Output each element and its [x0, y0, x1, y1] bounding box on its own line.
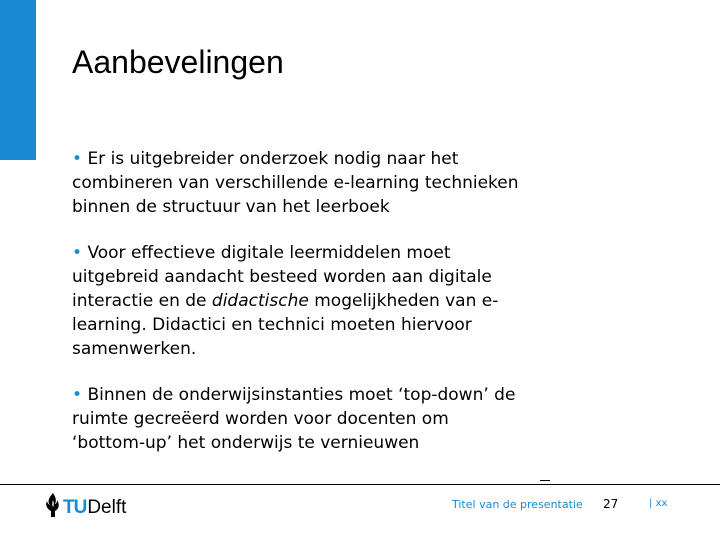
slide-title: Aanbevelingen: [72, 44, 284, 80]
accent-bar: [0, 0, 36, 160]
page-total-value: xx: [655, 498, 668, 509]
bullet-item-2: [72, 241, 522, 361]
bullet-text: mogelijkheden van e-learning. Didactici en technici moeten hiervoor samenwerken.: [72, 291, 499, 359]
logo-tu-text: TU: [63, 497, 87, 518]
footer-divider: [0, 484, 720, 485]
logo-delft-text: Delft: [87, 497, 127, 518]
tudelft-logo: [44, 490, 126, 518]
bullet-item-1: [72, 147, 522, 219]
presentation-title: Titel van de presentatie: [452, 498, 583, 511]
bullet-text: Er is uitgebreider onderzoek nodig naar het combineren van verschillende e-learning technieken binnen de structuur van het leerboek: [72, 149, 519, 217]
page-number: 27: [603, 497, 619, 511]
bullet-item-3: [72, 383, 522, 455]
bullet-dot-icon: •: [72, 149, 83, 169]
footer-divider-short: [540, 480, 550, 481]
page-separator: |: [649, 498, 653, 509]
bullet-dot-icon: •: [72, 385, 83, 405]
bullet-dot-icon: •: [72, 243, 83, 263]
bullet-text-italic: didactische: [211, 291, 309, 311]
bullet-list: [72, 147, 522, 477]
bullet-text: Binnen de onderwijsinstanties moet ‘top-down’ de ruimte gecreëerd worden voor docenten om ‘bottom-up’ het onderwijs te vernieuwen: [72, 385, 516, 453]
bullet-text: Voor effectieve digitale leermiddelen moet uitgebreid aandacht besteed worden aan digitale interactie en de: [72, 243, 492, 311]
page-total: [649, 498, 667, 509]
flame-icon: [44, 492, 62, 518]
